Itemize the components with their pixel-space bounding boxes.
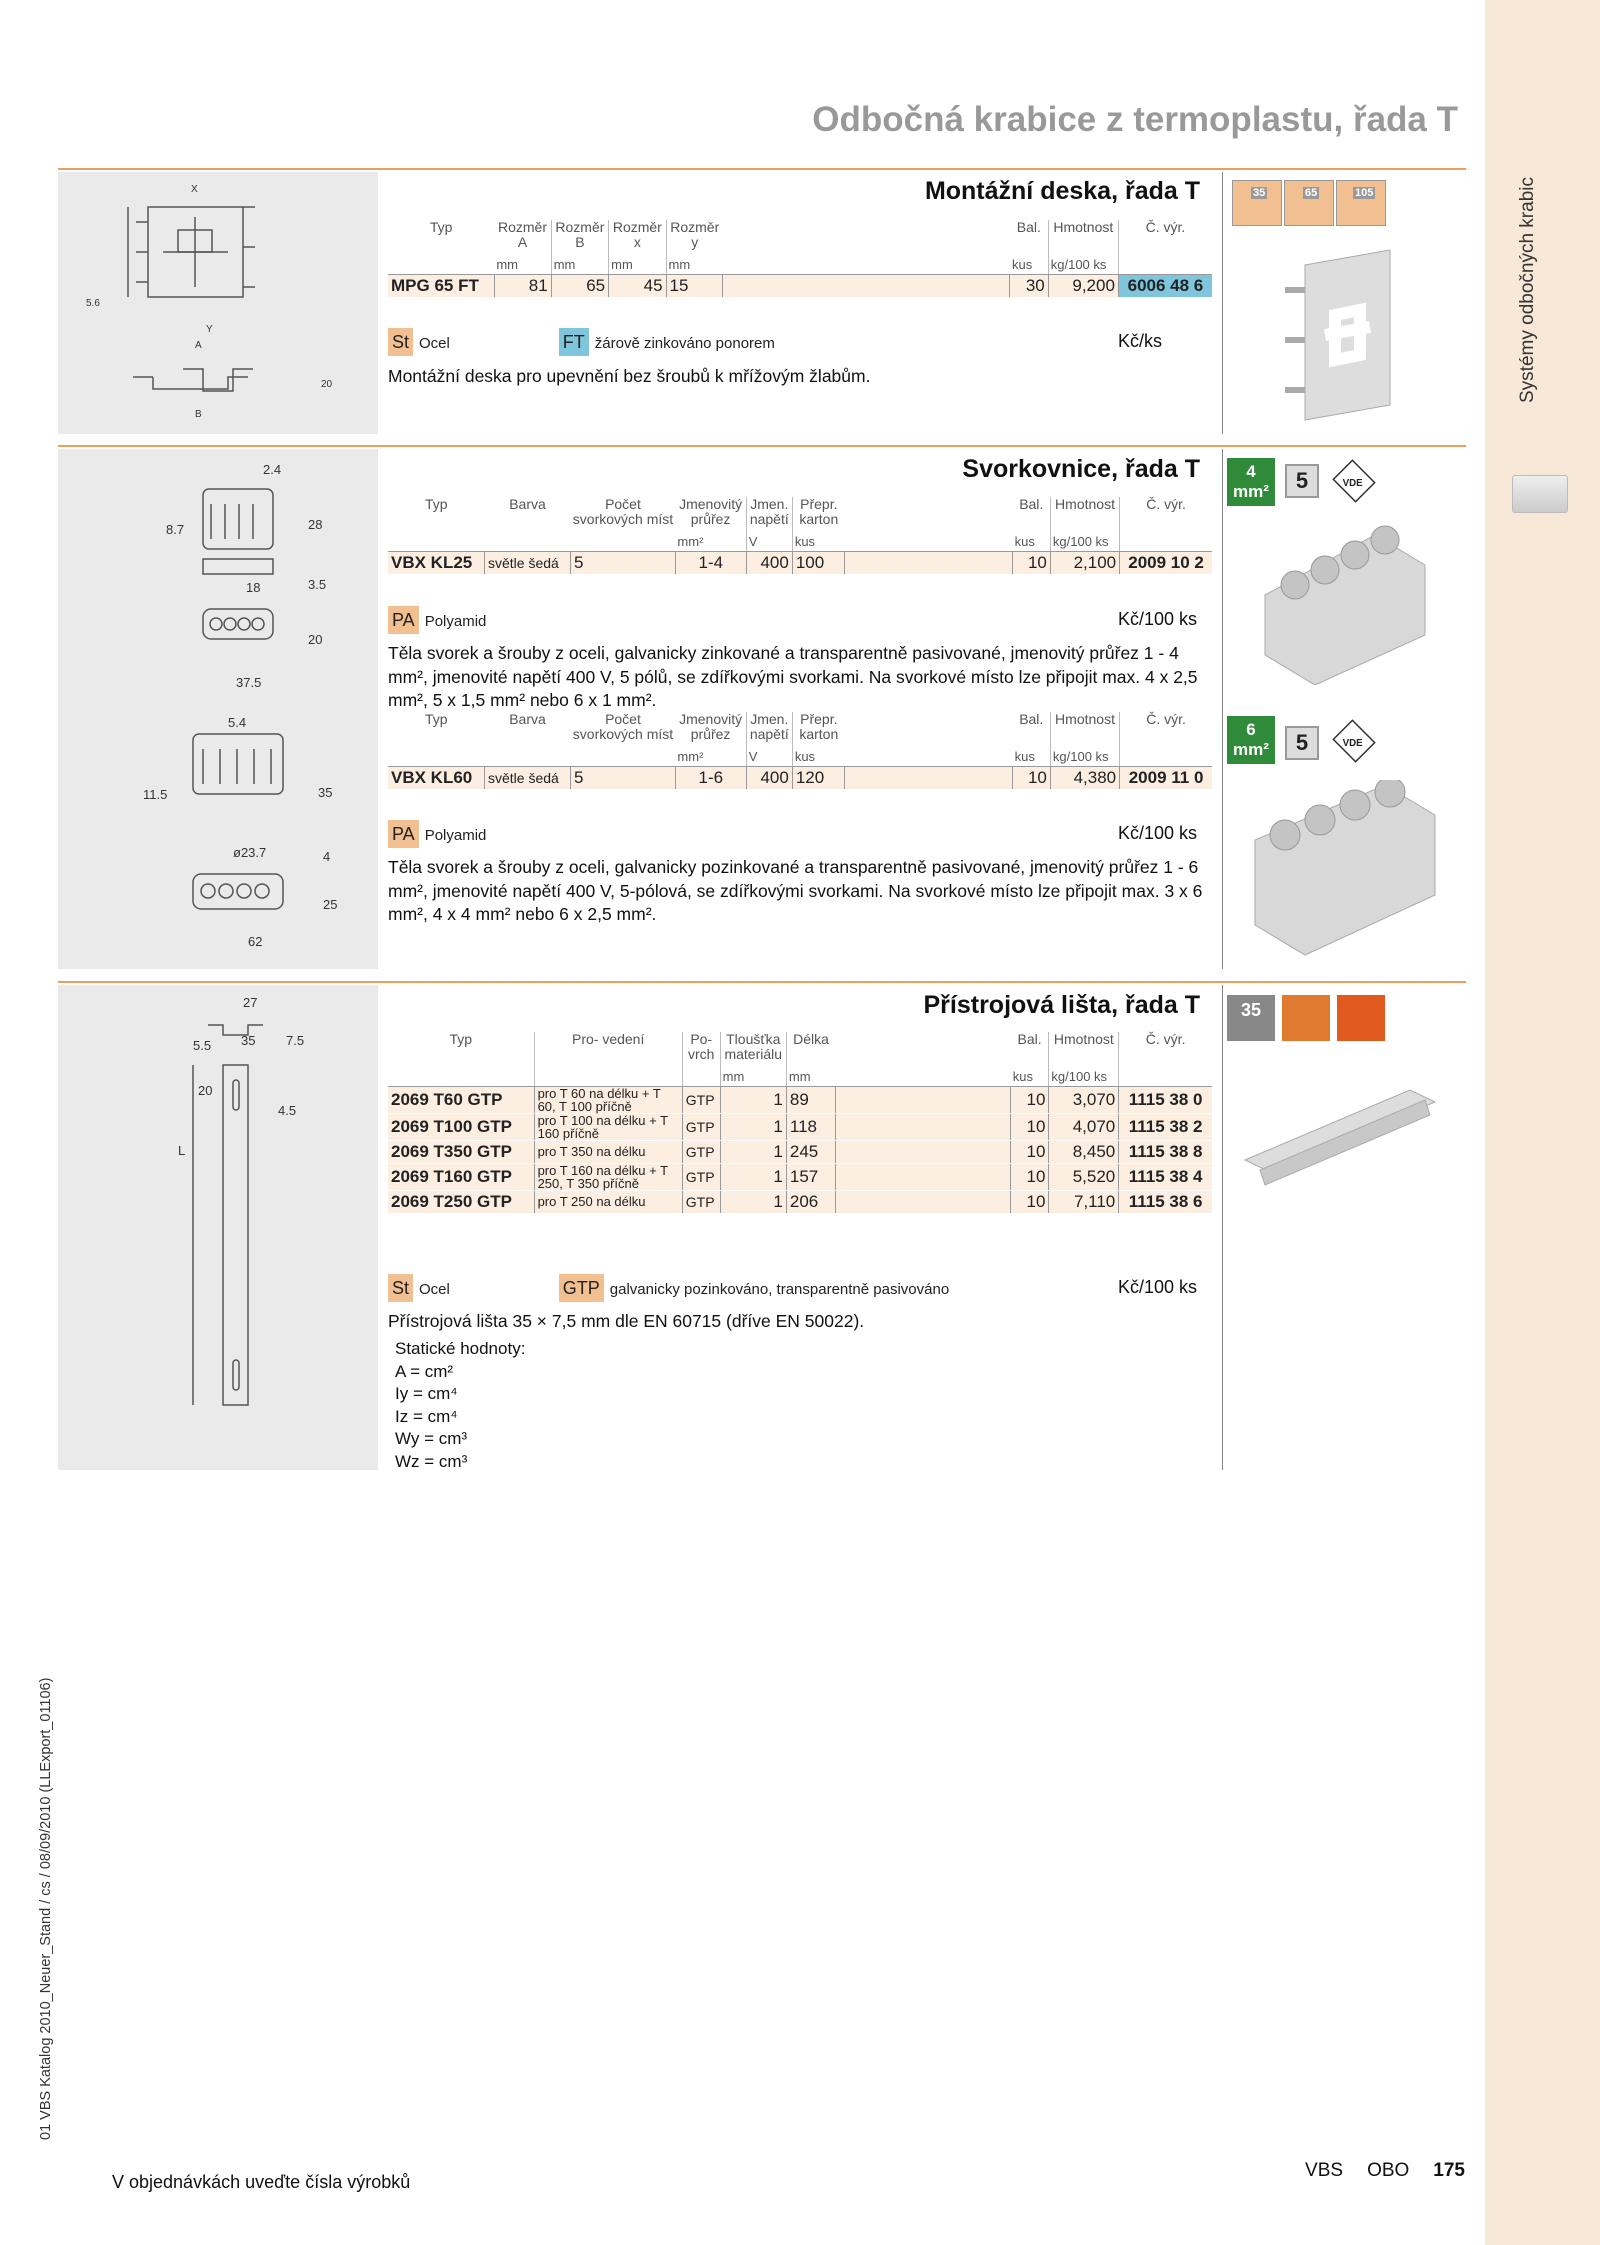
device-mount-icon — [1337, 995, 1385, 1041]
article-number: 2009 11 0 — [1120, 766, 1212, 789]
drawing-label: 25 — [323, 897, 338, 912]
side-section-label: Systémy odbočných krabic — [1517, 177, 1538, 403]
price-unit: Kč/ks — [1118, 331, 1163, 351]
drawing-label: 7.5 — [286, 1033, 305, 1048]
vde-icon: VDE — [1332, 719, 1375, 762]
rail-mount-icon — [1282, 995, 1330, 1041]
drawing-label: 35 — [241, 1033, 256, 1048]
product-description: Těla svorek a šrouby z oceli, galvanicky pozinkované a transparentně pasivované, jmenovitý průřez 1 - 6 mm², jmenovité napětí 400 V, 5-pólová, se zdířkovými svorkami. Na svorkové místo lze připojit max. 3 x 6 mm², 4 x 4 mm² nebo 6 x 2,5 mm². — [388, 857, 1203, 924]
drawing-label: 4.5 — [278, 1103, 297, 1118]
sidebar-product-thumbnail — [1512, 475, 1568, 513]
terminal-block-image-4mm — [1255, 515, 1435, 685]
table-row: VBX KL25 světle šedá 5 1-4 400 100 10 2,100 2009 10 2 — [388, 551, 1212, 574]
vertical-footer-note: 01 VBS Katalog 2010_Neuer_Stand / cs / 08/09/2010 (LLExport_01106) — [38, 1677, 54, 2140]
drawing-label: 62 — [248, 934, 263, 949]
section-title: Montážní deska, řada T — [924, 177, 1200, 205]
article-number: 1115 38 8 — [1119, 1140, 1212, 1163]
table-row: VBX KL60 světle šedá 5 1-6 400 120 10 4,380 2009 11 0 — [388, 766, 1212, 789]
drawing-label: 37.5 — [236, 675, 262, 690]
unit: mm — [494, 250, 551, 274]
price-unit: Kč/100 ks — [1118, 823, 1198, 843]
unit: mm — [666, 250, 723, 274]
material-row: St Ocel GTP galvanicky pozinkováno, transparentně pasivováno — [388, 1274, 949, 1302]
section-divider — [58, 981, 1466, 983]
drawing-label: 20 — [198, 1083, 213, 1098]
unit: mm — [609, 250, 666, 274]
page-number: 175 — [1433, 2160, 1465, 2181]
col-header: Typ — [429, 219, 453, 235]
material-row: St Ocel FT žárově zinkováno ponorem — [388, 328, 775, 356]
col-header: Bal. — [1010, 220, 1048, 250]
drawing-label: ø23.7 — [233, 845, 267, 860]
stat-item: A = cm² — [395, 1361, 454, 1381]
product-description: Těla svorek a šrouby z oceli, galvanicky zinkované a transparentně pasivované, jmenovitý průřez 1 - 4 mm², jmenovité napětí 400 V, 5 pólů, se zdířkovými svorkami. Na svorkové místo lze připojit max. 4 x 2,5 mm², 5 x 1,5 mm² nebo 6 x 1 mm². — [388, 643, 1198, 710]
unit: mm — [551, 250, 608, 274]
article-number: 1115 38 4 — [1119, 1163, 1212, 1190]
drawing-label: A — [195, 340, 202, 351]
table-row: 2069 T250 GTP pro T 250 na délku GTP 1 206 10 7,110 1115 38 6 — [388, 1190, 1212, 1213]
mounting-plate-image — [1265, 245, 1425, 435]
static-values — [395, 1338, 525, 1473]
drawing-label: X — [191, 184, 198, 195]
article-number: 1115 38 6 — [1119, 1190, 1212, 1213]
drawing-label: 20 — [321, 379, 333, 390]
article-number: 1115 38 2 — [1119, 1113, 1212, 1140]
technical-drawing-panel — [58, 449, 378, 969]
section-divider — [58, 445, 1466, 447]
drawing-label: 3.5 — [308, 577, 327, 592]
stat-item: Iz = cm⁴ — [395, 1406, 458, 1426]
drawing-label: L — [178, 1143, 186, 1158]
article-number: 2009 10 2 — [1120, 551, 1212, 574]
stat-item: Wz = cm³ — [395, 1451, 468, 1471]
din-rail-drawing — [58, 985, 378, 1470]
drawing-label: 5.4 — [228, 715, 247, 730]
din-rail-image — [1240, 1080, 1440, 1190]
page-title: Odbočná krabice z termoplastu, řada T — [812, 100, 1458, 139]
static-values-title: Statické hodnoty: — [395, 1339, 526, 1358]
drawing-label: 18 — [246, 580, 261, 595]
table-row: 2069 T160 GTP pro T 160 na délku + T 250, T 350 příčně GTP 1 157 10 5,520 1115 38 4 — [388, 1163, 1212, 1190]
footer-brand: VBS OBO 175 — [1305, 2160, 1465, 2181]
product-description: Přístrojová lišta 35 × 7,5 mm dle EN 60715 (dříve EN 50022). — [388, 1311, 865, 1331]
drawing-label: 5.5 — [193, 1038, 212, 1053]
col-header: Rozměr y — [670, 219, 720, 250]
drawing-label: 27 — [243, 995, 258, 1010]
cross-section-badge: 4 mm² — [1227, 458, 1275, 506]
material-row: PA Polyamid — [388, 606, 486, 634]
section-title: Přístrojová lišta, řada T — [923, 991, 1200, 1019]
finish-code: FT — [559, 328, 589, 356]
drawing-label: 5.6 — [86, 298, 100, 309]
drawing-label: 28 — [308, 517, 323, 532]
material-code: St — [388, 328, 413, 356]
article-number: 6006 48 6 — [1118, 274, 1212, 297]
rail-105-icon: 105 — [1336, 180, 1386, 226]
drawing-label: 20 — [308, 632, 323, 647]
price-unit: Kč/100 ks — [1118, 1277, 1198, 1297]
product-table: Typ Barva Počet svorkových míst Jmenovitý průřez Jmen. napětí Přepr. karton Bal. Hmotnost Č. výr. mm² V kus kus kg/100 ks VBX KL60 světle šedá 5 1-6 400 120 10 4,380 2009 11 0 — [388, 712, 1212, 790]
technical-drawing-panel — [58, 172, 378, 434]
table-row: MPG 65 FT 81 65 45 15 30 9,200 6006 48 6 — [388, 274, 1212, 297]
rail-65-icon: 65 — [1284, 180, 1334, 226]
section-title: Svorkovnice, řada T — [962, 455, 1200, 483]
drawing-label: B — [195, 409, 202, 420]
column-divider — [1222, 172, 1223, 434]
drawing-label: 8.7 — [166, 522, 185, 537]
col-header: Hmotnost — [1048, 220, 1118, 250]
col-header: Rozměr x — [609, 220, 666, 250]
stat-item: Iy = cm⁴ — [395, 1384, 458, 1403]
mounting-plate-drawing — [58, 172, 378, 434]
rail-35-icon: 35 — [1227, 995, 1275, 1041]
material-row: PA Polyamid — [388, 820, 486, 848]
terminal-block-image-6mm — [1250, 780, 1440, 965]
drawing-label: 35 — [318, 785, 333, 800]
terminal-block-drawing — [58, 449, 378, 969]
pole-count-icon: 5 — [1285, 726, 1319, 760]
footer-note: V objednávkách uveďte čísla výrobků — [112, 2172, 411, 2192]
price-unit: Kč/100 ks — [1118, 609, 1198, 629]
cross-section-badge: 6 mm² — [1227, 716, 1275, 764]
table-row: 2069 T100 GTP pro T 100 na délku + T 160 příčně GTP 1 118 10 4,070 1115 38 2 — [388, 1113, 1212, 1140]
product-table — [388, 220, 1212, 298]
column-divider — [1222, 985, 1223, 1470]
table-row: 2069 T60 GTP pro T 60 na délku + T 60, T 100 příčně GTP 1 89 10 3,070 1115 38 0 — [388, 1086, 1212, 1113]
section-divider — [58, 168, 1466, 170]
col-header: Rozměr B — [551, 220, 608, 250]
drawing-label: 4 — [323, 849, 331, 864]
vde-icon: VDE — [1332, 459, 1375, 502]
unit: kus — [1010, 250, 1048, 274]
col-header: Rozměr A — [494, 220, 551, 250]
drawing-label: 11.5 — [143, 787, 168, 802]
technical-drawing-panel — [58, 985, 378, 1470]
stat-item: Wy = cm³ — [395, 1429, 468, 1448]
table-row: 2069 T350 GTP pro T 350 na délku GTP 1 245 10 8,450 1115 38 8 — [388, 1140, 1212, 1163]
drawing-label: Y — [206, 324, 213, 335]
rail-35-icon: 35 — [1232, 180, 1282, 226]
drawing-label: 2.4 — [263, 462, 282, 477]
column-divider — [1222, 449, 1223, 969]
product-description: Montážní deska pro upevnění bez šroubů k mřížovým žlabům. — [388, 366, 871, 386]
article-number: 1115 38 0 — [1119, 1086, 1212, 1113]
col-header: Č. výr. — [1145, 219, 1186, 235]
pole-count-icon: 5 — [1285, 464, 1319, 498]
product-table: Typ Pro- vedení Po- vrch Tloušťka materiálu Délka Bal. Hmotnost Č. výr. mm mm kus kg/100 ks 2069 T60 GTP pro T 60 na délku + T 60, T 100 příčně GTP 1 89 10 3,070 1115 38 0 2069 T100 GTP pro T 100 na délku + T 160 příčně GTP 1 118 10 4,070 1115 38 2 2069 T350 GTP pro T 350 na délku GTP 1 245 10 8,450 1115 38 8 2069 T160 GTP pro T 160 na délku + T 250, T 350 příčně GTP 1 157 10 5,520 1115 38 4 2069 T250 GTP pro T 250 na délku GTP 1 206 10 7,110 1115 38 6 — [388, 1032, 1212, 1214]
product-table: Typ Barva Počet svorkových míst Jmenovitý průřez Jmen. napětí Přepr. karton Bal. Hmotnost Č. výr. mm² V kus kus kg/100 ks VBX KL25 světle šedá 5 1-4 400 100 10 2,100 2009 10 2 — [388, 497, 1212, 575]
unit: kg/100 ks — [1048, 250, 1118, 274]
